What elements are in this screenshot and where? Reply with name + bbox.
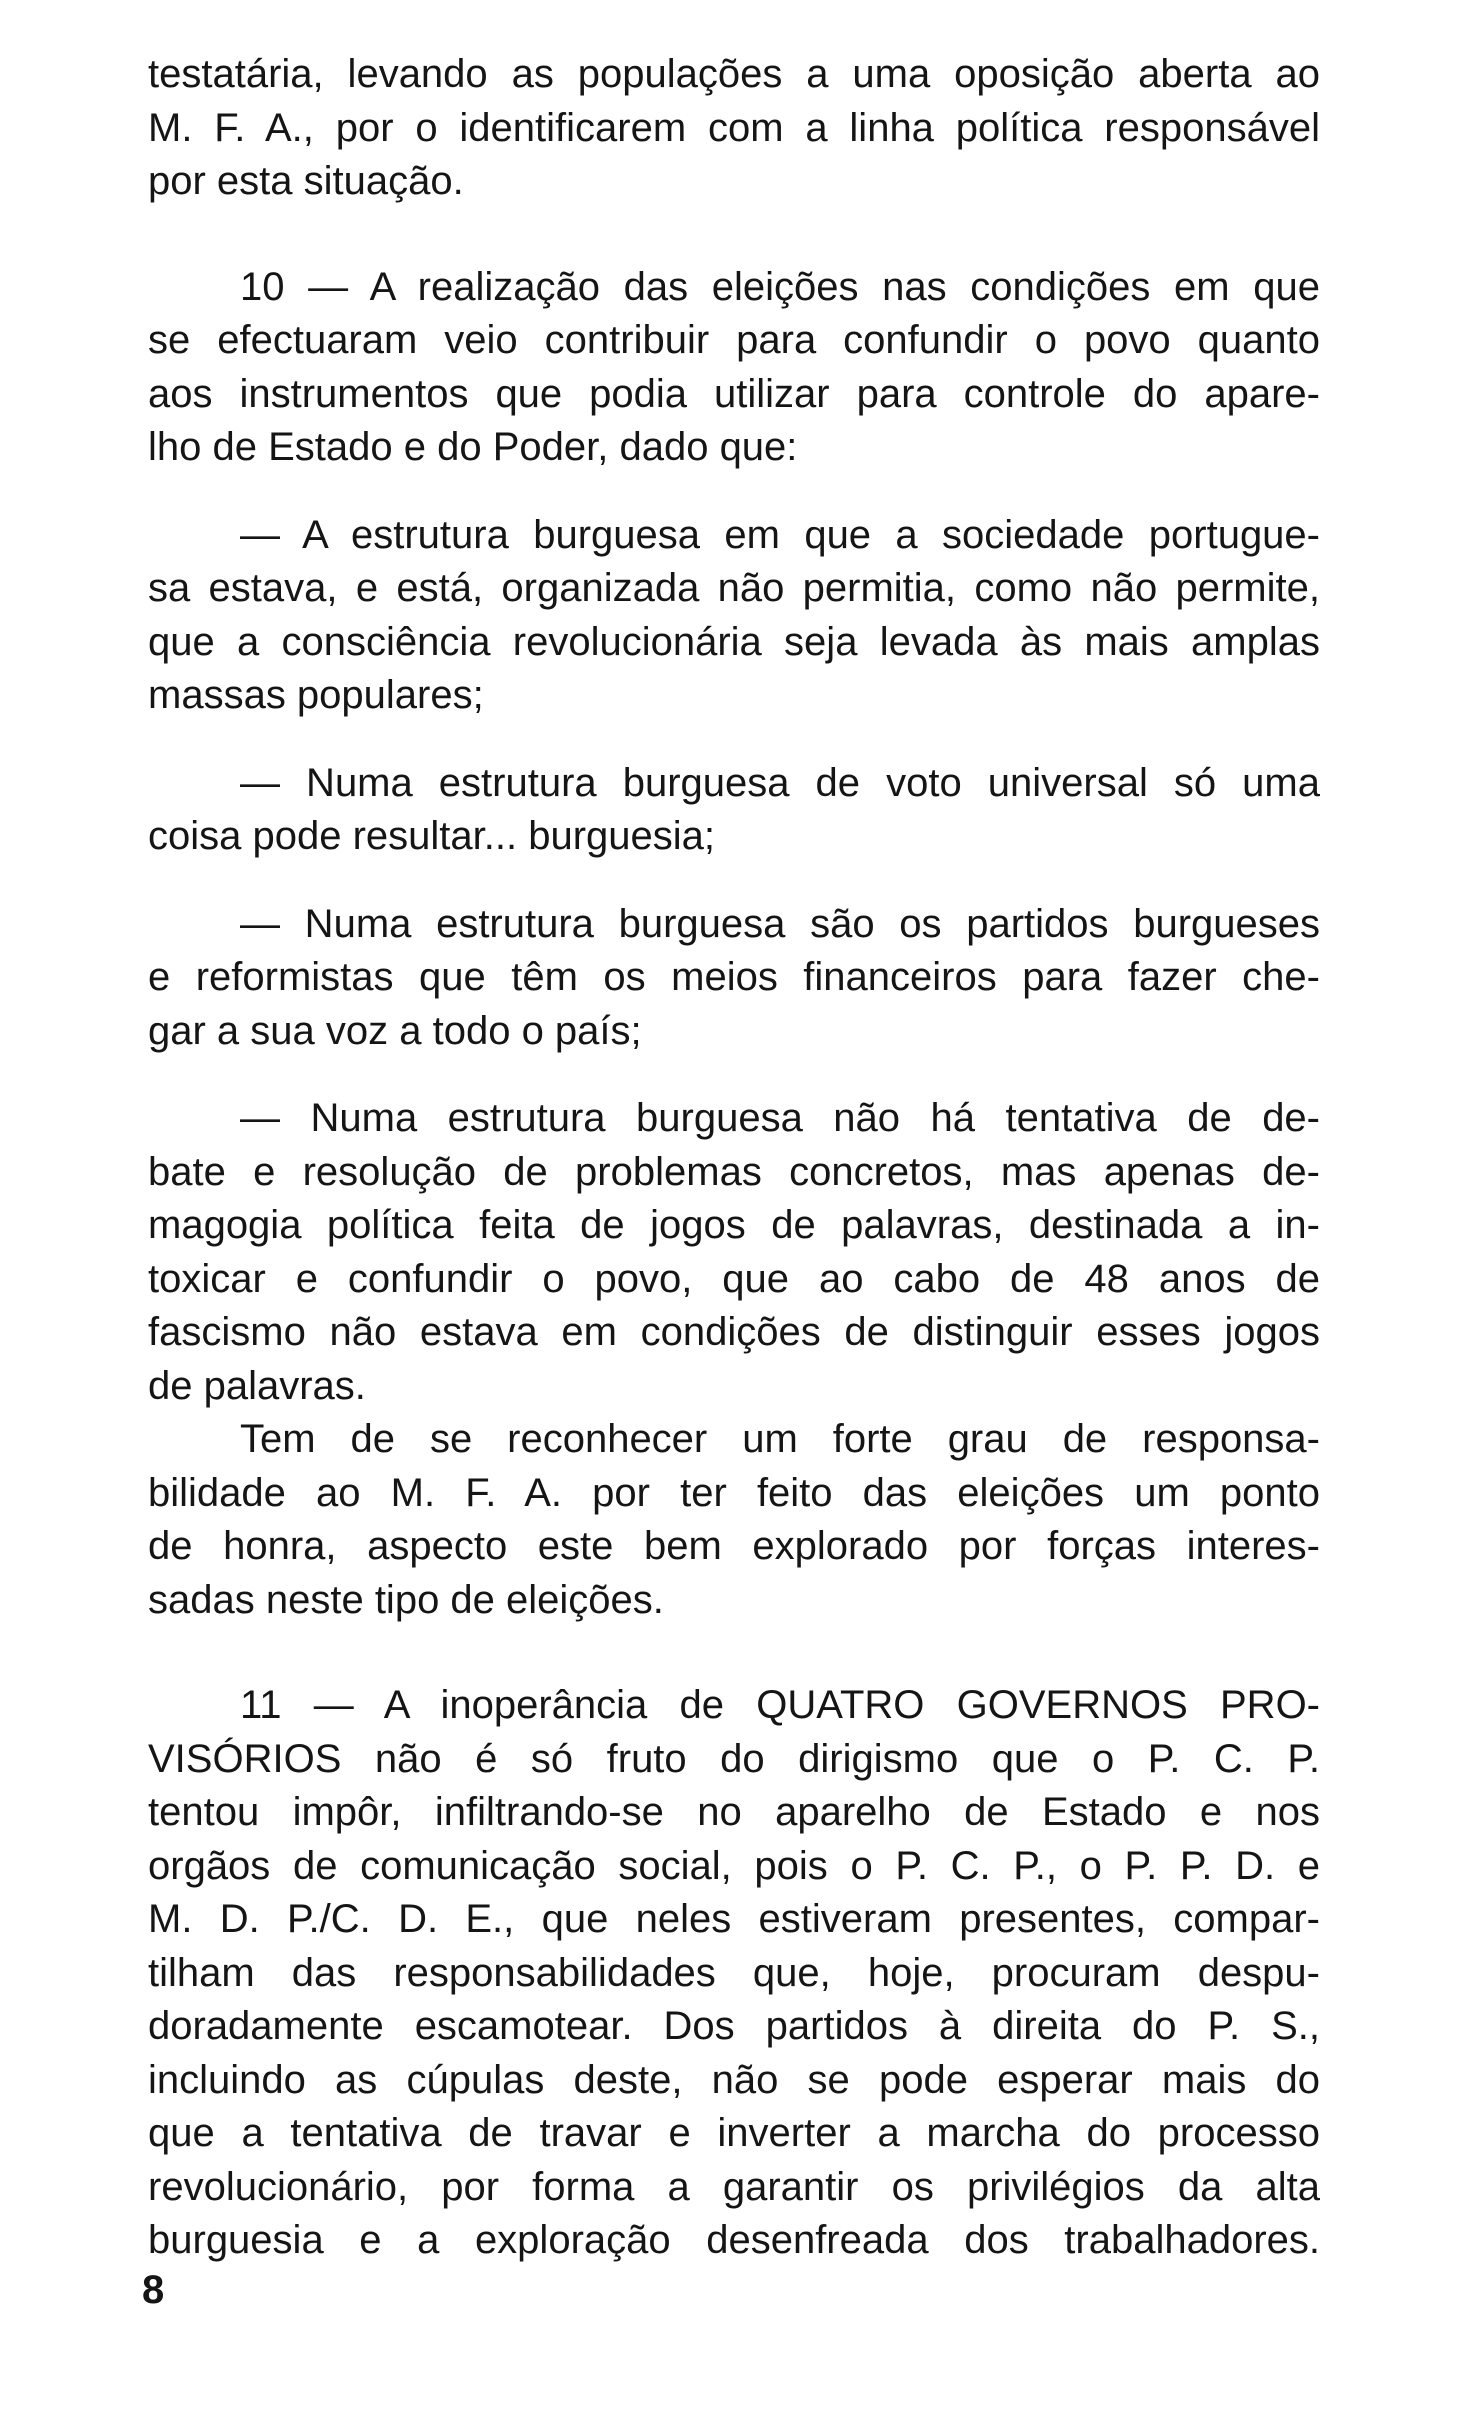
- text-line: que a consciência revolucionária seja levada às mais amplas: [148, 619, 1320, 664]
- text-line: revolucionário, por forma a garantir os privilégios da alta: [148, 2164, 1320, 2209]
- text-line: aos instrumentos que podia utilizar para controle do apare-: [148, 371, 1320, 416]
- text-line: — Numa estrutura burguesa de voto universal só uma: [240, 760, 1320, 805]
- text-line: se efectuaram veio contribuir para confundir o povo quanto: [148, 318, 1320, 362]
- text-line: de honra, aspecto este bem explorado por forças interes-: [148, 1524, 1320, 1568]
- text-line: sadas neste tipo de eleições.: [148, 1577, 664, 1622]
- text-line: incluindo as cúpulas deste, não se pode esperar mais do: [148, 2057, 1320, 2102]
- text-line: M. D. P./C. D. E., que neles estiveram presentes, compar-: [148, 1897, 1320, 1941]
- text-line: bate e resolução de problemas concretos, mas apenas de-: [148, 1149, 1320, 1194]
- text-line: — A estrutura burguesa em que a sociedade portugue-: [240, 512, 1320, 557]
- text-line: 11 — A inoperância de QUATRO GOVERNOS PRO-: [240, 1683, 1320, 1727]
- paragraph-dash-3: [148, 898, 1320, 1059]
- text-line: massas populares;: [148, 673, 484, 717]
- text-line: Tem de se reconhecer um forte grau de responsa-: [240, 1417, 1320, 1461]
- text-line: burguesia e a exploração desenfreada dos trabalhadores.: [148, 2218, 1320, 2262]
- page-number: 8: [142, 2268, 165, 2312]
- text-line: fascismo não estava em condições de distinguir esses jogos: [148, 1310, 1320, 1354]
- text-line: testatária, levando as populações a uma oposição aberta ao: [148, 52, 1320, 96]
- paragraph-dash-1: [148, 509, 1320, 723]
- text-line: VISÓRIOS não é só fruto do dirigismo que o P. C. P.: [148, 1736, 1320, 1781]
- paragraph-continuation: [148, 48, 1320, 209]
- paragraph-dash-2: [148, 757, 1320, 864]
- text-line: — Numa estrutura burguesa não há tentativa de de-: [240, 1096, 1320, 1140]
- text-line: M. F. A., por o identificarem com a linha política responsável: [148, 105, 1320, 150]
- text-line: bilidade ao M. F. A. por ter feito das eleições um ponto: [148, 1470, 1320, 1515]
- text-line: doradamente escamotear. Dos partidos à direita do P. S.,: [148, 2004, 1320, 2048]
- paragraph-dash-4: [148, 1092, 1320, 1413]
- text-line: coisa pode resultar... burguesia;: [148, 814, 716, 858]
- text-line: orgãos de comunicação social, pois o P. C. P., o P. P. D. e: [148, 1843, 1320, 1888]
- text-line: que a tentativa de travar e inverter a marcha do processo: [148, 2111, 1320, 2155]
- paragraph-item-11: [148, 1679, 1320, 2268]
- text-line: sa estava, e está, organizada não permitia, como não permite,: [148, 566, 1320, 610]
- text-line: — Numa estrutura burguesa são os partidos burgueses: [240, 901, 1320, 946]
- text-line: gar a sua voz a todo o país;: [148, 1008, 642, 1053]
- text-line: magogia política feita de jogos de palavras, destinada a in-: [148, 1203, 1320, 1247]
- paragraph-responsibility: [148, 1413, 1320, 1627]
- text-line: tilham das responsabilidades que, hoje, procuram despu-: [148, 1950, 1320, 1995]
- text-line: e reformistas que têm os meios financeiros para fazer che-: [148, 955, 1320, 999]
- document-page: [148, 48, 1320, 2268]
- text-line: toxicar e confundir o povo, que ao cabo de 48 anos de: [148, 1256, 1320, 1301]
- text-line: lho de Estado e do Poder, dado que:: [148, 425, 798, 469]
- text-line: de palavras.: [148, 1363, 366, 1408]
- text-line: tentou impôr, infiltrando-se no aparelho de Estado e nos: [148, 1790, 1320, 1834]
- paragraph-item-10: [148, 261, 1320, 475]
- text-line: 10 — A realização das eleições nas condições em que: [240, 264, 1320, 309]
- text-line: por esta situação.: [148, 159, 464, 203]
